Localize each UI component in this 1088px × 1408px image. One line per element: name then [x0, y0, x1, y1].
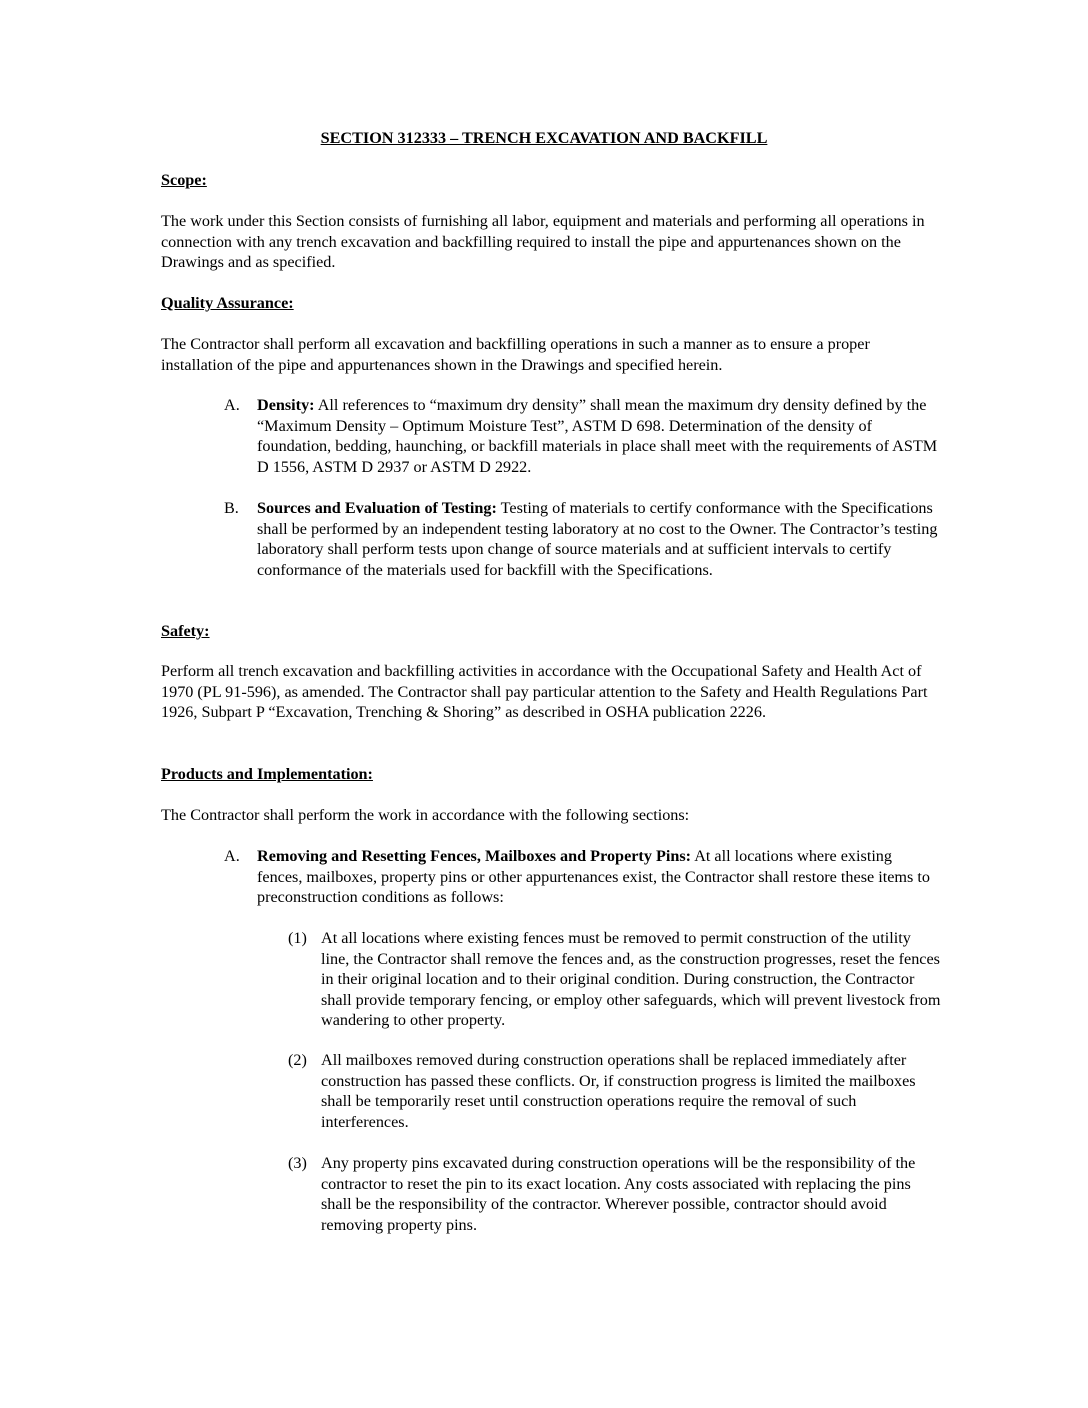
quality-assurance-paragraph: The Contractor shall perform all excavation and backfilling operations in such a manner as to ensure a proper installation of the pipe and appurtenances shown in the Drawings and specified herein.: [161, 335, 870, 374]
subitem-text: All mailboxes removed during construction operations shall be replaced immediately after construction has passed these conflicts. Or, if construction progress is limited the mailboxes shall be temporarily reset until construction operations require the removal of such interferences.: [321, 1051, 916, 1131]
section-title: SECTION 312333 – TRENCH EXCAVATION AND BACKFILL: [320, 129, 768, 147]
products-heading: Products and Implementation:: [161, 765, 373, 783]
item-text: All references to “maximum dry density” shall mean the maximum dry density defined by the “Maximum Density – Optimum Moisture Test”, ASTM D 698. Determination of the density of foundation, bedding, haunching, or backfill materials in place shall meet with the requirements of ASTM D 1556, ASTM D 2937 or ASTM D 2922.: [257, 396, 938, 476]
subitem-text: Any property pins excavated during construction operations will be the responsibility of the contractor to reset the pin to its exact location. Any costs associated with replacing the pins shall be the responsibility of the contractor. Wherever possible, contractor should avoid removing property pins.: [321, 1154, 916, 1234]
subitem-marker: (2): [288, 1051, 307, 1069]
item-lead: Sources and Evaluation of Testing:: [257, 499, 497, 517]
item-body: [257, 395, 941, 477]
item-body: [257, 498, 941, 580]
item-lead: Removing and Resetting Fences, Mailboxes and Property Pins:: [257, 847, 692, 865]
quality-assurance-heading: Quality Assurance:: [161, 294, 294, 312]
safety-paragraph: Perform all trench excavation and backfilling activities in accordance with the Occupational Safety and Health Act of 1970 (PL 91-596), as amended. The Contractor shall pay particular attention to the Safety and Health Regulations Part 1926, Subpart P “Excavation, Trenching & Shoring” as described in OSHA publication 2226.: [161, 662, 928, 722]
scope-paragraph: The work under this Section consists of furnishing all labor, equipment and materials and performing all operations in connection with any trench excavation and backfilling required to install the pipe and appurtenances shown on the Drawings and as specified.: [161, 212, 925, 272]
item-body: [257, 846, 941, 908]
scope-heading: Scope:: [161, 171, 207, 189]
item-marker: A.: [224, 396, 240, 414]
products-paragraph: The Contractor shall perform the work in accordance with the following sections:: [161, 806, 690, 824]
subitem-marker: (1): [288, 929, 307, 947]
item-marker: A.: [224, 847, 240, 865]
item-lead: Density:: [257, 396, 315, 414]
subitem-text: At all locations where existing fences must be removed to permit construction of the utility line, the Contractor shall remove the fences and, as the construction progresses, reset the fences in their original location and to their original condition. During construction, the Contractor shall provide temporary fencing, or employ other safeguards, which will prevent livestock from wandering to other property.: [321, 929, 941, 1030]
safety-heading: Safety:: [161, 622, 210, 640]
item-text: Testing of materials to certify conformance with the Specifications shall be performed by an independent testing laboratory at no cost to the Owner. The Contractor’s testing laboratory shall perform tests upon change of source materials and at sufficient intervals to certify conformance of the materials used for backfill with the Specifications.: [257, 499, 938, 579]
item-text: At all locations where existing fences, mailboxes, property pins or other appurtenances exist, the Contractor shall restore these items to preconstruction conditions as follows:: [257, 847, 930, 907]
subitem-marker: (3): [288, 1154, 307, 1172]
item-marker: B.: [224, 499, 239, 517]
